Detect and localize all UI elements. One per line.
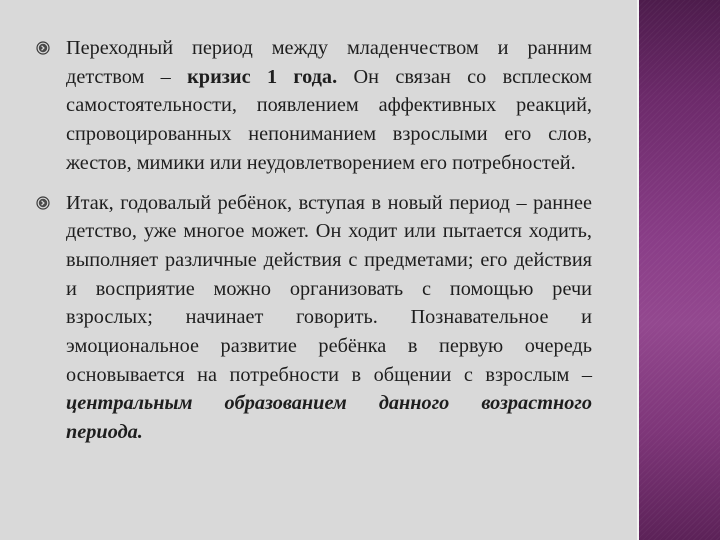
bullet-2-emphasis: центральным образованием данного возрастного периода. — [66, 392, 592, 444]
bullet-item-2 — [36, 189, 592, 447]
bullet-1-text-after: Он связан со всплеском самостоятельности, появлением аффективных реакций, спровоцированных непониманием взрослыми его слов, жестов, мимики или неудовлетворением его потребностей. — [66, 65, 592, 174]
bullet-2-text-before: Итак, годовалый ребёнок, вступая в новый период – раннее детство, уже многое может. Он ходит или пытается ходить, выполняет различные действия с предметами; его действия и восприятие можно организовать с помощью речи взрослых; начинает говорить. Познавательное и эмоциональное развитие ребёнка в первую очередь основывается на потребности в общении с взрослым – — [66, 191, 592, 386]
bullet-list — [36, 34, 592, 447]
circled-chevron-icon — [36, 41, 50, 55]
circled-chevron-icon — [36, 196, 50, 210]
decorative-side-panel — [639, 0, 720, 540]
bullet-item-1 — [36, 34, 592, 178]
bullet-1-text-before: Переходный период между младенчеством и ранним детством – — [66, 37, 592, 88]
bullet-1-bold-term: кризис 1 года. — [187, 65, 338, 88]
